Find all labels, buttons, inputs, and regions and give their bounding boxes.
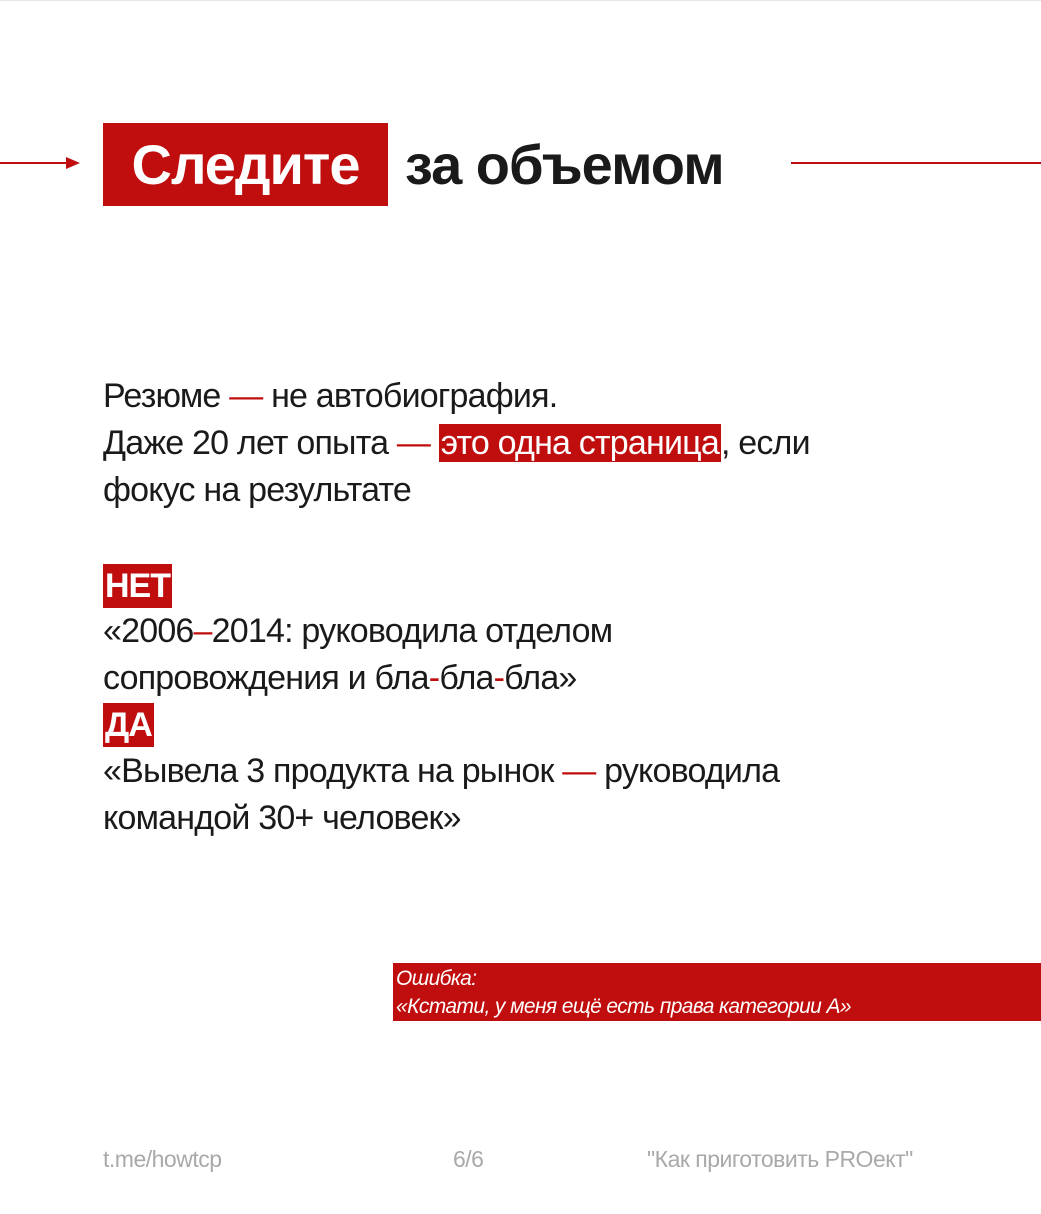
no-label: НЕТ <box>103 564 172 608</box>
left-arrow-line <box>0 162 70 164</box>
highlight-one-page: это одна страница <box>440 424 719 462</box>
arrow-right-icon <box>66 157 80 169</box>
footer-channel-link[interactable]: t.me/howtcp <box>103 1146 222 1172</box>
good-example-line-1 <box>103 748 1003 795</box>
intro-line-2 <box>103 420 1003 467</box>
footer-project-title: "Как приготовить PROект" <box>647 1146 913 1172</box>
bad-example-line-1 <box>103 608 1003 655</box>
bad-example-part-c: бла» <box>504 659 577 697</box>
red-dash: – <box>193 612 212 650</box>
good-example-start: «Вывела 3 продукта на рынок <box>103 752 554 790</box>
intro-line-2-end: , если <box>720 424 810 462</box>
bad-example-line-2 <box>103 655 1003 702</box>
title-highlight: Следите <box>103 123 388 206</box>
intro-line-1 <box>103 373 1003 420</box>
good-example-text <box>103 748 1003 842</box>
bad-example-part-a: сопровождения и бла <box>103 659 429 697</box>
intro-line-3: фокус на результате <box>103 471 412 509</box>
bad-example-part-b: бла <box>439 659 494 697</box>
right-decor-line <box>791 162 1041 164</box>
bad-example-start: «2006 <box>103 612 194 650</box>
red-dash: — <box>562 752 596 790</box>
good-example-end: руководила <box>604 752 780 790</box>
error-note <box>393 963 1041 1021</box>
red-dash: — <box>396 424 431 462</box>
error-note-title: Ошибка: <box>396 967 477 990</box>
bad-example-rest: 2014: руководила отделом <box>211 612 613 650</box>
intro-paragraph <box>103 373 1003 514</box>
intro-line-2-start: Даже 20 лет опыта <box>103 424 389 462</box>
intro-line-1-end: не автобиография. <box>271 377 558 415</box>
yes-label: ДА <box>103 703 154 747</box>
red-hyphen: - <box>428 659 440 697</box>
error-note-quote: «Кстати, у меня ещё есть права категории А» <box>396 995 851 1018</box>
page-counter: 6/6 <box>453 1146 484 1172</box>
bad-example-text <box>103 608 1003 702</box>
good-example-line-2: командой 30+ человек» <box>103 799 461 837</box>
title-rest: за объемом <box>405 133 724 196</box>
red-dash: — <box>229 377 263 415</box>
top-border <box>0 0 1041 1</box>
red-hyphen: - <box>493 659 505 697</box>
intro-line-1-start: Резюме <box>103 377 221 415</box>
